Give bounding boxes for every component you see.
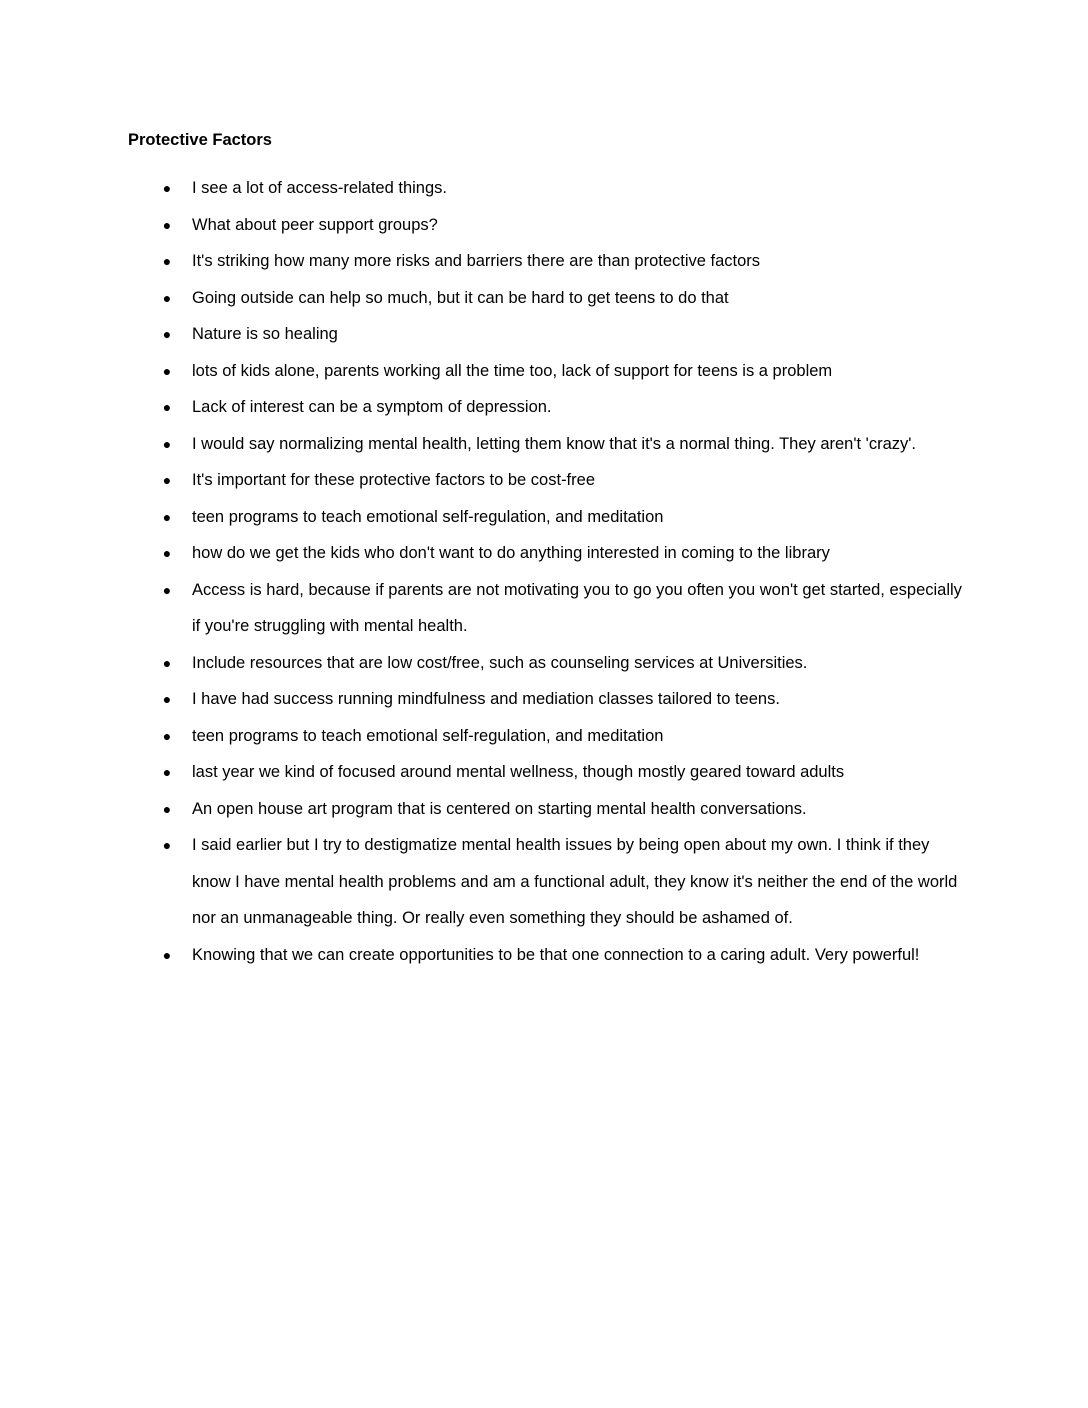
bullet-icon: ● [162,253,172,269]
list-item-text: teen programs to teach emotional self-regulation, and meditation [192,726,664,745]
list-item-text: Lack of interest can be a symptom of depression. [192,398,552,416]
list-item [0,535,1088,572]
bullet-icon: ● [162,472,172,488]
list-item [0,718,1088,755]
list-item [0,462,1088,499]
list-item [0,389,1088,426]
list-item [0,207,1088,244]
list-item [0,937,1088,974]
bullet-icon: ● [162,545,172,561]
bullet-icon: ● [162,508,172,525]
bullet-icon: ● [162,289,172,306]
list-item [0,572,1088,645]
bullet-icon: ● [162,691,172,707]
bullet-icon: ● [162,837,172,853]
list-item-text: lots of kids alone, parents working all the time too, lack of support for teens is a problem [192,361,833,380]
bullet-icon: ● [162,362,172,379]
list-item [0,280,1088,317]
list-item [0,426,1088,463]
bullet-icon: ● [162,326,172,342]
bullet-list [0,170,1088,973]
bullet-icon: ● [162,946,172,963]
list-item [0,170,1088,207]
bullet-icon: ● [162,800,172,817]
bullet-icon: ● [162,764,172,780]
list-item-text: last year we kind of focused around mental wellness, though mostly geared toward adults [192,763,845,781]
list-item-text: how do we get the kids who don't want to do anything interested in coming to the library [192,544,830,562]
list-item-text: An open house art program that is centered on starting mental health conversations. [192,799,807,818]
list-item-text: It's important for these protective factors to be cost-free [192,471,595,489]
section-heading: Protective Factors [128,131,272,149]
list-item-text: Going outside can help so much, but it can be hard to get teens to do that [192,288,729,307]
list-item-text: Knowing that we can create opportunities to be that one connection to a caring adult. Very powerful! [192,945,920,964]
list-item-text: I would say normalizing mental health, letting them know that it's a normal thing. They aren't 'crazy'. [192,434,916,453]
list-item-text: teen programs to teach emotional self-regulation, and meditation [192,507,664,526]
bullet-icon: ● [162,727,172,744]
list-item [0,499,1088,536]
list-item-text: I see a lot of access-related things. [192,179,447,197]
list-item-text: Access is hard, because if parents are not motivating you to go you often you won't get started, especially if you're struggling with mental health. [192,580,962,635]
bullet-icon: ● [162,654,172,671]
bullet-icon: ● [162,435,172,452]
list-item [0,353,1088,390]
list-item [0,681,1088,718]
list-item [0,243,1088,280]
list-item [0,827,1088,937]
list-item-text: I said earlier but I try to destigmatize mental health issues by being open about my own. I think if they know I have mental health problems and am a functional adult, they know it's neither the end of the world nor an unmanageable thing. Or really even something they should be ashamed of. [192,836,958,927]
bullet-icon: ● [162,399,172,415]
list-item [0,645,1088,682]
bullet-icon: ● [162,216,172,233]
list-item [0,316,1088,353]
bullet-icon: ● [162,180,172,196]
list-item-text: I have had success running mindfulness and mediation classes tailored to teens. [192,690,780,708]
list-item-text: It's striking how many more risks and barriers there are than protective factors [192,252,761,270]
list-item [0,754,1088,791]
list-item [0,791,1088,828]
list-item-text: Nature is so healing [192,325,338,343]
list-item-text: Include resources that are low cost/free, such as counseling services at Universities. [192,653,808,672]
bullet-icon: ● [162,581,172,598]
list-item-text: What about peer support groups? [192,215,438,234]
